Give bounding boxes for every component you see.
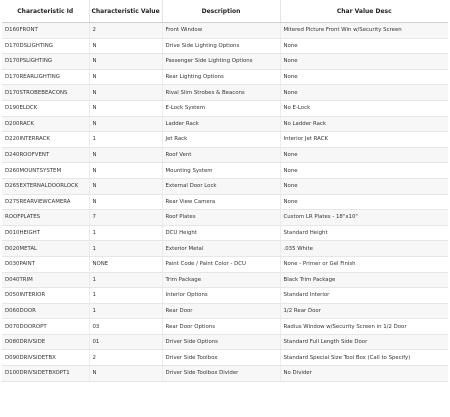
cell-description: Front Window	[162, 23, 280, 39]
cell-description: Passenger Side Lighting Options	[162, 54, 280, 70]
cell-description: DCU Height	[162, 225, 280, 241]
table-row[interactable]	[2, 54, 448, 70]
cell-characteristic-value: 7	[89, 210, 162, 226]
header-row	[2, 0, 448, 23]
cell-characteristic-value: N	[89, 366, 162, 382]
cell-description: E-Lock System	[162, 100, 280, 116]
cell-char-value-desc: None	[280, 147, 448, 163]
cell-characteristic-id: D040TRIM	[2, 272, 89, 288]
cell-characteristic-value: 1	[89, 132, 162, 148]
cell-description: Paint Code / Paint Color - DCU	[162, 256, 280, 272]
table-row[interactable]	[2, 178, 448, 194]
header-char-value-desc[interactable]: Char Value Desc	[280, 0, 448, 23]
cell-description: Exterior Metal	[162, 241, 280, 257]
cell-char-value-desc: Radius Window w/Security Screen in 1/2 Door	[280, 319, 448, 335]
cell-characteristic-value: N	[89, 100, 162, 116]
table-row[interactable]	[2, 225, 448, 241]
table-row[interactable]	[2, 194, 448, 210]
cell-characteristic-value: 1	[89, 272, 162, 288]
table-row[interactable]	[2, 100, 448, 116]
cell-characteristic-id: D010HEIGHT	[2, 225, 89, 241]
cell-char-value-desc: 1/2 Rear Door	[280, 303, 448, 319]
cell-characteristic-id: D030PAINT	[2, 256, 89, 272]
cell-characteristic-value: N	[89, 116, 162, 132]
table-row[interactable]	[2, 147, 448, 163]
cell-characteristic-value: 2	[89, 350, 162, 366]
cell-description: Roof Plates	[162, 210, 280, 226]
cell-description: Mounting System	[162, 163, 280, 179]
cell-description: Jet Rack	[162, 132, 280, 148]
cell-description: Rival Slim Strobes & Beacons	[162, 85, 280, 101]
cell-characteristic-value: 1	[89, 241, 162, 257]
cell-char-value-desc: None	[280, 194, 448, 210]
table-header	[2, 0, 448, 23]
cell-description: Rear Lighting Options	[162, 69, 280, 85]
cell-characteristic-id: D200RACK	[2, 116, 89, 132]
table-row[interactable]	[2, 366, 448, 382]
cell-characteristic-id: D190ELOCK	[2, 100, 89, 116]
table-row[interactable]	[2, 210, 448, 226]
cell-characteristic-value: 1	[89, 225, 162, 241]
cell-char-value-desc: None	[280, 85, 448, 101]
cell-characteristic-id: D060DOOR	[2, 303, 89, 319]
cell-characteristic-value: NONE	[89, 256, 162, 272]
cell-char-value-desc: None	[280, 38, 448, 54]
table-row[interactable]	[2, 303, 448, 319]
header-characteristic-id[interactable]: Characteristic Id	[2, 0, 89, 23]
table-row[interactable]	[2, 288, 448, 304]
table-row[interactable]	[2, 256, 448, 272]
table-row[interactable]	[2, 23, 448, 39]
cell-characteristic-id: D020METAL	[2, 241, 89, 257]
cell-char-value-desc: None	[280, 178, 448, 194]
table-row[interactable]	[2, 334, 448, 350]
cell-characteristic-value: N	[89, 163, 162, 179]
cell-characteristic-value: N	[89, 69, 162, 85]
table-row[interactable]	[2, 241, 448, 257]
cell-char-value-desc: Standard Interior	[280, 288, 448, 304]
cell-char-value-desc: No E-Lock	[280, 100, 448, 116]
cell-characteristic-id: D170REARLIGHTING	[2, 69, 89, 85]
cell-description: Driver Side Toolbox Divider	[162, 366, 280, 382]
header-characteristic-value[interactable]: Characteristic Value	[89, 0, 162, 23]
cell-char-value-desc: .035 White	[280, 241, 448, 257]
cell-characteristic-value: N	[89, 147, 162, 163]
cell-char-value-desc: Standard Height	[280, 225, 448, 241]
cell-description: Driver Side Toolbox	[162, 350, 280, 366]
cell-description: Rear Door Options	[162, 319, 280, 335]
cell-description: Trim Package	[162, 272, 280, 288]
cell-characteristic-value: 1	[89, 303, 162, 319]
cell-characteristic-id: D265EXTERNALDOORLOCK	[2, 178, 89, 194]
cell-char-value-desc: No Divider	[280, 366, 448, 382]
table-row[interactable]	[2, 132, 448, 148]
cell-description: Rear View Camera	[162, 194, 280, 210]
cell-characteristic-id: D050INTERIOR	[2, 288, 89, 304]
cell-description: Rear Door	[162, 303, 280, 319]
cell-char-value-desc: Interior Jet RACK	[280, 132, 448, 148]
header-description[interactable]: Description	[162, 0, 280, 23]
cell-characteristic-id: D070DOOROPT	[2, 319, 89, 335]
table-row[interactable]	[2, 116, 448, 132]
table-body	[2, 23, 448, 382]
cell-char-value-desc: None	[280, 69, 448, 85]
cell-characteristic-value: N	[89, 194, 162, 210]
table-row[interactable]	[2, 272, 448, 288]
cell-characteristic-id: D260MOUNTSYSTEM	[2, 163, 89, 179]
cell-characteristic-value: N	[89, 178, 162, 194]
cell-char-value-desc: Custom LR Plates - 18"x10"	[280, 210, 448, 226]
characteristics-table	[2, 0, 448, 382]
cell-characteristic-value: 03	[89, 319, 162, 335]
cell-characteristic-id: D160FRONT	[2, 23, 89, 39]
cell-characteristic-value: N	[89, 38, 162, 54]
cell-characteristic-value: N	[89, 85, 162, 101]
cell-characteristic-id: ROOFPLATES	[2, 210, 89, 226]
cell-char-value-desc: Standard Full Length Side Door	[280, 334, 448, 350]
cell-characteristic-id: D090DRIVSIDETBX	[2, 350, 89, 366]
table-row[interactable]	[2, 350, 448, 366]
table-row[interactable]	[2, 69, 448, 85]
table-row[interactable]	[2, 38, 448, 54]
cell-characteristic-value: 2	[89, 23, 162, 39]
cell-characteristic-id: D170STROBEBEACONS	[2, 85, 89, 101]
table-row[interactable]	[2, 163, 448, 179]
cell-description: Roof Vent	[162, 147, 280, 163]
cell-char-value-desc: None - Primer or Gel Finish	[280, 256, 448, 272]
cell-characteristic-value: 1	[89, 288, 162, 304]
cell-description: Ladder Rack	[162, 116, 280, 132]
cell-char-value-desc: Black Trim Package	[280, 272, 448, 288]
cell-characteristic-value: N	[89, 54, 162, 70]
cell-char-value-desc: No Ladder Rack	[280, 116, 448, 132]
cell-characteristic-id: D100DRIVSIDETBXOPT1	[2, 366, 89, 382]
cell-characteristic-id: D170PSLIGHTING	[2, 54, 89, 70]
cell-char-value-desc: Standard Special Size Tool Box (Call to Specify)	[280, 350, 448, 366]
cell-char-value-desc: None	[280, 163, 448, 179]
cell-characteristic-id: D170DSLIGHTING	[2, 38, 89, 54]
table-row[interactable]	[2, 85, 448, 101]
cell-description: Interior Options	[162, 288, 280, 304]
table-row[interactable]	[2, 319, 448, 335]
cell-description: Drive Side Lighting Options	[162, 38, 280, 54]
cell-char-value-desc: Mitered Picture Front Win w/Security Screen	[280, 23, 448, 39]
cell-characteristic-id: D080DRIVSIDE	[2, 334, 89, 350]
cell-characteristic-id: D240ROOFVENT	[2, 147, 89, 163]
cell-characteristic-id: D220INTERRACK	[2, 132, 89, 148]
cell-description: External Door Lock	[162, 178, 280, 194]
cell-characteristic-id: D275REARVIEWCAMERA	[2, 194, 89, 210]
cell-char-value-desc: None	[280, 54, 448, 70]
cell-characteristic-value: 01	[89, 334, 162, 350]
cell-description: Driver Side Options	[162, 334, 280, 350]
